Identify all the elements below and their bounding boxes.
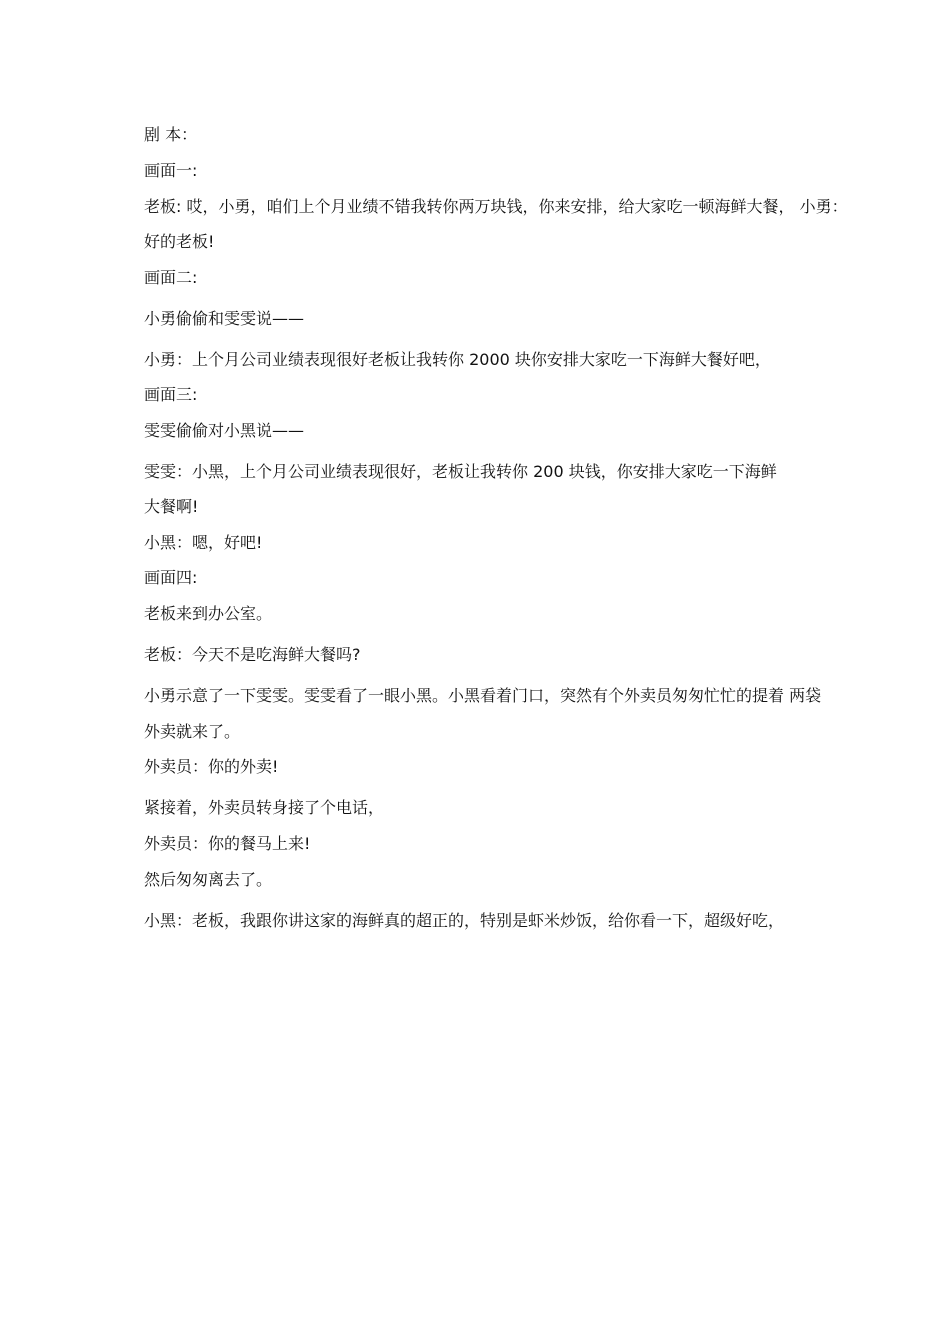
- text-line: 然后匆匆离去了。: [144, 870, 273, 889]
- text-line: 雯雯：小黑，上个月公司业绩表现很好，老板让我转你 200 块钱，你安排大家吃一下海鲜: [144, 462, 777, 481]
- text-line: 雯雯偷偷对小黑说——: [144, 421, 305, 440]
- text-line: 外卖就来了。: [144, 722, 241, 741]
- text-line: 紧接着，外卖员转身接了个电话，: [144, 798, 385, 817]
- scene-heading-1: 画面一:: [144, 161, 198, 180]
- text-line: 小勇偷偷和雯雯说——: [144, 309, 305, 328]
- text-line: 小黑：老板，我跟你讲这家的海鲜真的超正的，特别是虾米炒饭，给你看一下，超级好吃，: [144, 911, 785, 930]
- text-line: 好的老板!: [144, 232, 215, 251]
- script-title: 剧 本：: [144, 125, 198, 144]
- text-line: 小黑：嗯，好吧!: [144, 533, 263, 552]
- text-line: 老板: 哎，小勇，咱们上个月业绩不错我转你两万块钱，你来安排，给大家吃一顿海鲜大餐， 小勇：: [144, 197, 848, 216]
- text-line: 外卖员：你的餐马上来!: [144, 834, 311, 853]
- scene-heading-2: 画面二:: [144, 268, 198, 287]
- text-line: 外卖员：你的外卖!: [144, 757, 279, 776]
- scene-heading-4: 画面四:: [144, 568, 198, 587]
- text-line: 小勇：上个月公司业绩表现很好老板让我转你 2000 块你安排大家吃一下海鲜大餐好吧，: [144, 350, 771, 369]
- text-line: 老板：今天不是吃海鲜大餐吗?: [144, 645, 361, 664]
- text-line: 大餐啊!: [144, 497, 199, 516]
- text-line: 小勇示意了一下雯雯。雯雯看了一眼小黑。小黑看着门口，突然有个外卖员匆匆忙忙的提着 两袋: [144, 686, 822, 705]
- scene-heading-3: 画面三:: [144, 385, 198, 404]
- text-line: 老板来到办公室。: [144, 604, 273, 623]
